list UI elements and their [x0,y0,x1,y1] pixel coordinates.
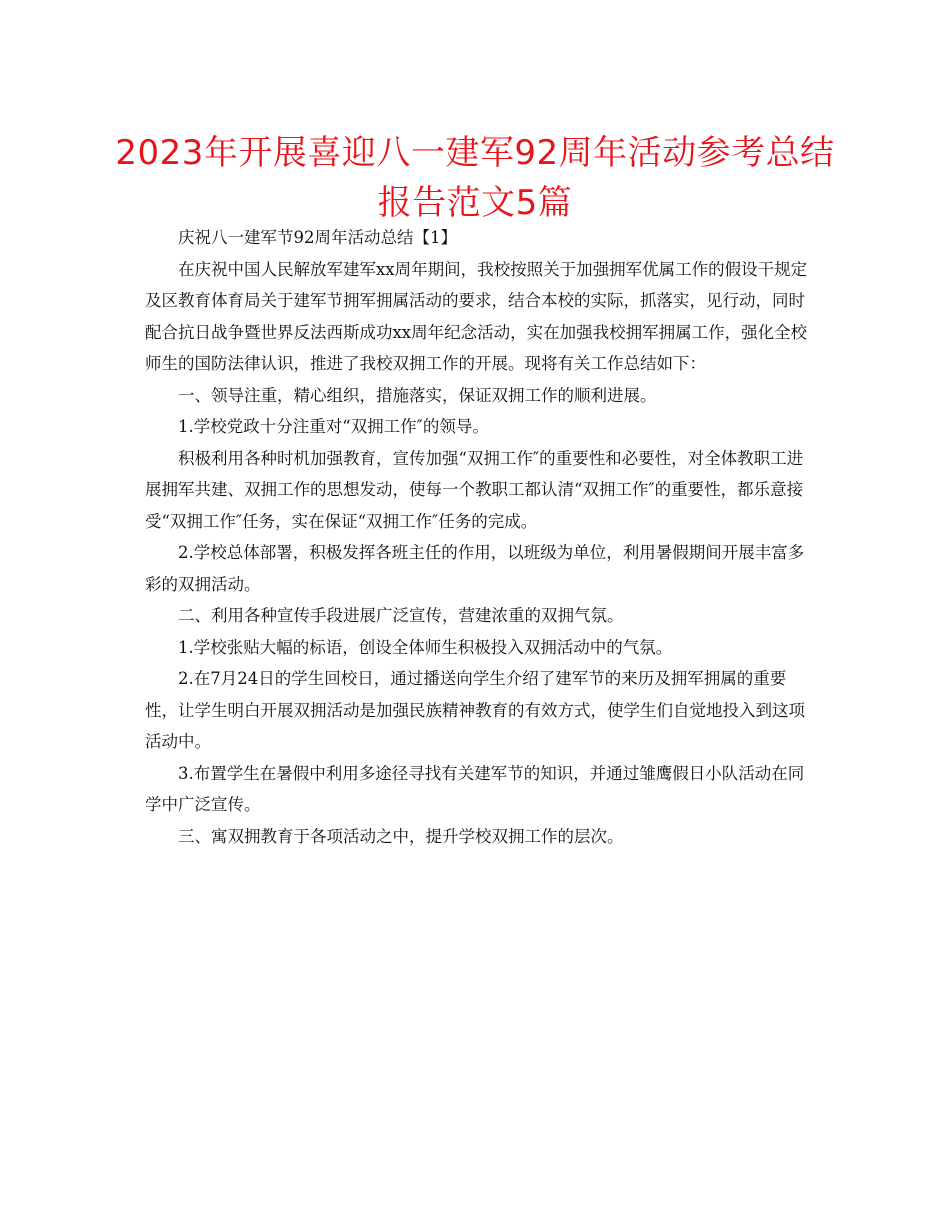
section-heading: 三、寓双拥教育于各项活动之中，提升学校双拥工作的层次。 [178,826,624,846]
paragraph: 1.学校张贴大幅的标语，创设全体师生积极投入双拥活动中的气氛。 [178,637,673,657]
paragraph: 3.布置学生在暑假中利用多途径寻找有关建军节的知识，并通过雏鹰假日小队活动在同学中广泛宣传。 [145,763,805,814]
section-heading: 一、领导注重，精心组织，措施落实，保证双拥工作的顺利进展。 [178,385,657,405]
paragraph: 1.学校党政十分注重对“双拥工作″的领导。 [178,417,489,436]
section-heading: 庆祝八一建军节92周年活动总结【1】 [178,228,457,247]
paragraph: 2.学校总体部署，积极发挥各班主任的作用，以班级为单位，利用暑假期间开展丰富多彩的双拥活动。 [145,543,805,594]
paragraph: 在庆祝中国人民解放军建军xx周年期间，我校按照关于加强拥军优属工作的假设干规定及区教育体育局关于建军节拥军拥属活动的要求，结合本校的实际，抓落实，见行动，同时配合抗日战争暨世界反法西斯成功xx周年纪念活动，实在加强我校拥军拥属工作，强化全校师生的国防法律认识，推进了我校双拥工作的开展。现将有关工作总结如下： [145,259,808,373]
section-heading: 二、利用各种宣传手段进展广泛宣传，营建浓重的双拥气氛。 [178,606,624,625]
document-title [100,128,850,228]
paragraph: 积极利用各种时机加强教育，宣传加强“双拥工作″的重要性和必要性，对全体教职工进展拥军共建、双拥工作的思想发动，使每一个教职工都认清“双拥工作″的重要性，都乐意接受“双拥工作″任务，实在保证“双拥工作″任务的完成。 [145,448,804,531]
paragraph: 2.在7月24日的学生回校日，通过播送向学生介绍了建军节的来历及拥军拥属的重要性，让学生明白开展双拥活动是加强民族精神教育的有效方式，使学生们自觉地投入到这项活动中。 [145,669,805,751]
document-body [145,222,810,852]
title-line-2: 报告范文5篇 [377,183,573,223]
title-line-1: 2023年开展喜迎八一建军92周年活动参考总结 [115,133,835,173]
